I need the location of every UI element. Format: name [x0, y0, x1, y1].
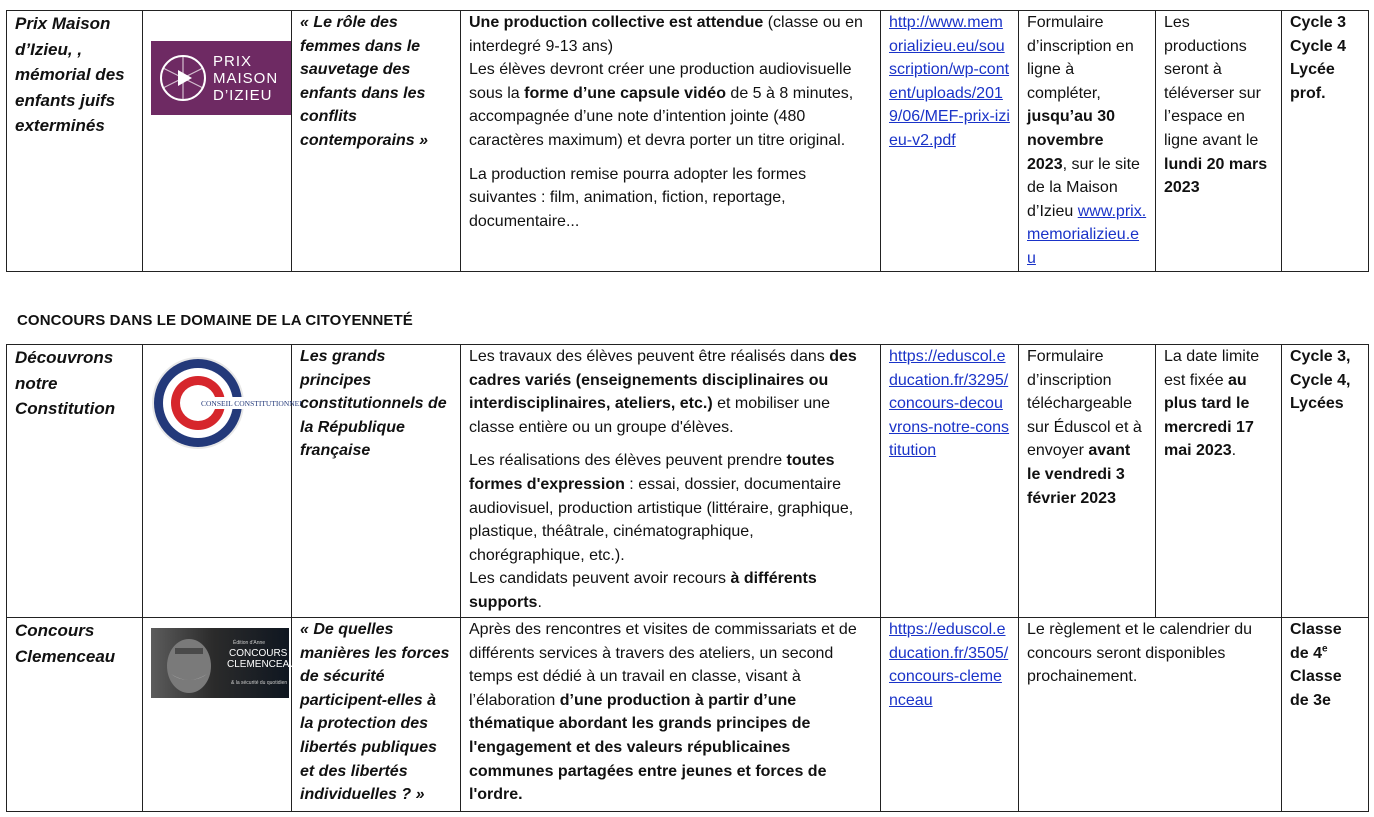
- target-levels: Classe de 4e Classe de 3e: [1282, 618, 1369, 812]
- target-levels: Cycle 3, Cycle 4, Lycées: [1282, 345, 1369, 618]
- logo-text-line: PRIX: [213, 52, 253, 70]
- contest-row-clemenceau: [7, 618, 1369, 812]
- registration-info: Formulaire d’inscription en ligne à compléter, jusqu’au 30 novembre 2023, sur le site de la Maison d’Izieu www.prix.memorializieu.eu: [1019, 11, 1156, 272]
- contest-theme: Les grands principes constitutionnels de la République française: [292, 345, 461, 618]
- contest-link[interactable]: https://eduscol.education.fr/3505/concours-clemenceau: [889, 621, 1009, 709]
- contest-row-izieu: [7, 11, 1369, 272]
- svg-text:CONSEIL CONSTITUTIONNEL: CONSEIL CONSTITUTIONNEL: [201, 399, 304, 408]
- contest-description: Après des rencontres et visites de commissariats et de différents services à travers des ateliers, un second temps est dédié à un travail en classe, visant à l’élaboration d’une production à partir d’une thématique abordant les grands principes de l'engagement et des valeurs républicaines communes partagées entre jeunes et forces de l'ordre.: [461, 618, 881, 812]
- section-title: CONCOURS DANS LE DOMAINE DE LA CITOYENNETÉ: [17, 312, 413, 329]
- svg-text:Édition d'Anne: Édition d'Anne: [233, 640, 266, 646]
- contest-description: Les travaux des élèves peuvent être réalisés dans des cadres variés (enseignements disciplinaires ou interdisciplinaires, ateliers, etc.) et mobiliser une classe entière ou un groupe d'élèves. Les réalisations des élèves peuvent prendre toutes formes d'expression : essai, dossier, documentaire audiovisuel, production artistique (littéraire, graphique, plastique, théâtrale, cinématographique, chorégraphique, etc.). Les candidats peuvent avoir recours à différents supports.: [461, 345, 881, 618]
- contest-table-citizenship: [6, 344, 1369, 812]
- contest-link[interactable]: https://eduscol.education.fr/3295/concours-decouvrons-notre-constitution: [889, 348, 1010, 460]
- contest-theme: « De quelles manières les forces de sécurité participent-elles à la protection des libertés publiques et des libertés individuelles ? »: [292, 618, 461, 812]
- concours-clemenceau-logo: [151, 628, 297, 698]
- registration-info: Formulaire d’inscription téléchargeable sur Éduscol et à envoyer avant le vendredi 3 février 2023: [1019, 345, 1156, 618]
- svg-text:& la sécurité du quotidien: & la sécurité du quotidien: [231, 680, 288, 686]
- submission-deadline: La date limite est fixée au plus tard le mercredi 17 mai 2023.: [1156, 345, 1282, 618]
- contest-name: Concours Clemenceau: [7, 618, 143, 812]
- contest-row-constitution: [7, 345, 1369, 618]
- svg-text:CLEMENCEAU: CLEMENCEAU: [227, 659, 297, 670]
- logo-text-line: D’IZIEU: [213, 86, 273, 104]
- contest-name: Découvrons notre Constitution: [7, 345, 143, 618]
- portrait-icon: [167, 639, 211, 693]
- izieu-site-link[interactable]: www.prix.memorializieu.eu: [1027, 202, 1147, 267]
- svg-text:CONCOURS: CONCOURS: [229, 648, 288, 659]
- contest-table-top: [6, 10, 1369, 272]
- play-icon: [159, 54, 207, 102]
- prix-maison-izieu-logo: [151, 41, 291, 115]
- logo-text-line: MAISON: [213, 69, 279, 87]
- contest-theme: « Le rôle des femmes dans le sauvetage des enfants dans les conflits contemporains »: [292, 11, 461, 272]
- contest-link[interactable]: http://www.memorializieu.eu/souscription/wp-content/uploads/2019/06/MEF-prix-izieu-v2.pdf: [889, 14, 1010, 149]
- conseil-constitutionnel-logo: [151, 353, 304, 453]
- target-levels: Cycle 3 Cycle 4 Lycée prof.: [1282, 11, 1369, 272]
- submission-deadline: Les productions seront à téléverser sur l’espace en ligne avant le lundi 20 mars 2023: [1156, 11, 1282, 272]
- contest-name: Prix Maison d’Izieu, , mémorial des enfants juifs exterminés: [7, 11, 143, 272]
- registration-info: Le règlement et le calendrier du concours seront disponibles prochainement.: [1019, 618, 1282, 812]
- contest-description: Une production collective est attendue (classe ou en interdegré 9-13 ans) Les élèves devront créer une production audiovisuelle sous la forme d’une capsule vidéo de 5 à 8 minutes, accompagnée d’une note d’intention jointe (480 caractères maximum) et devra porter un titre original. La production remise pourra adopter les formes suivantes : film, animation, fiction, reportage, documentaire...: [461, 11, 881, 272]
